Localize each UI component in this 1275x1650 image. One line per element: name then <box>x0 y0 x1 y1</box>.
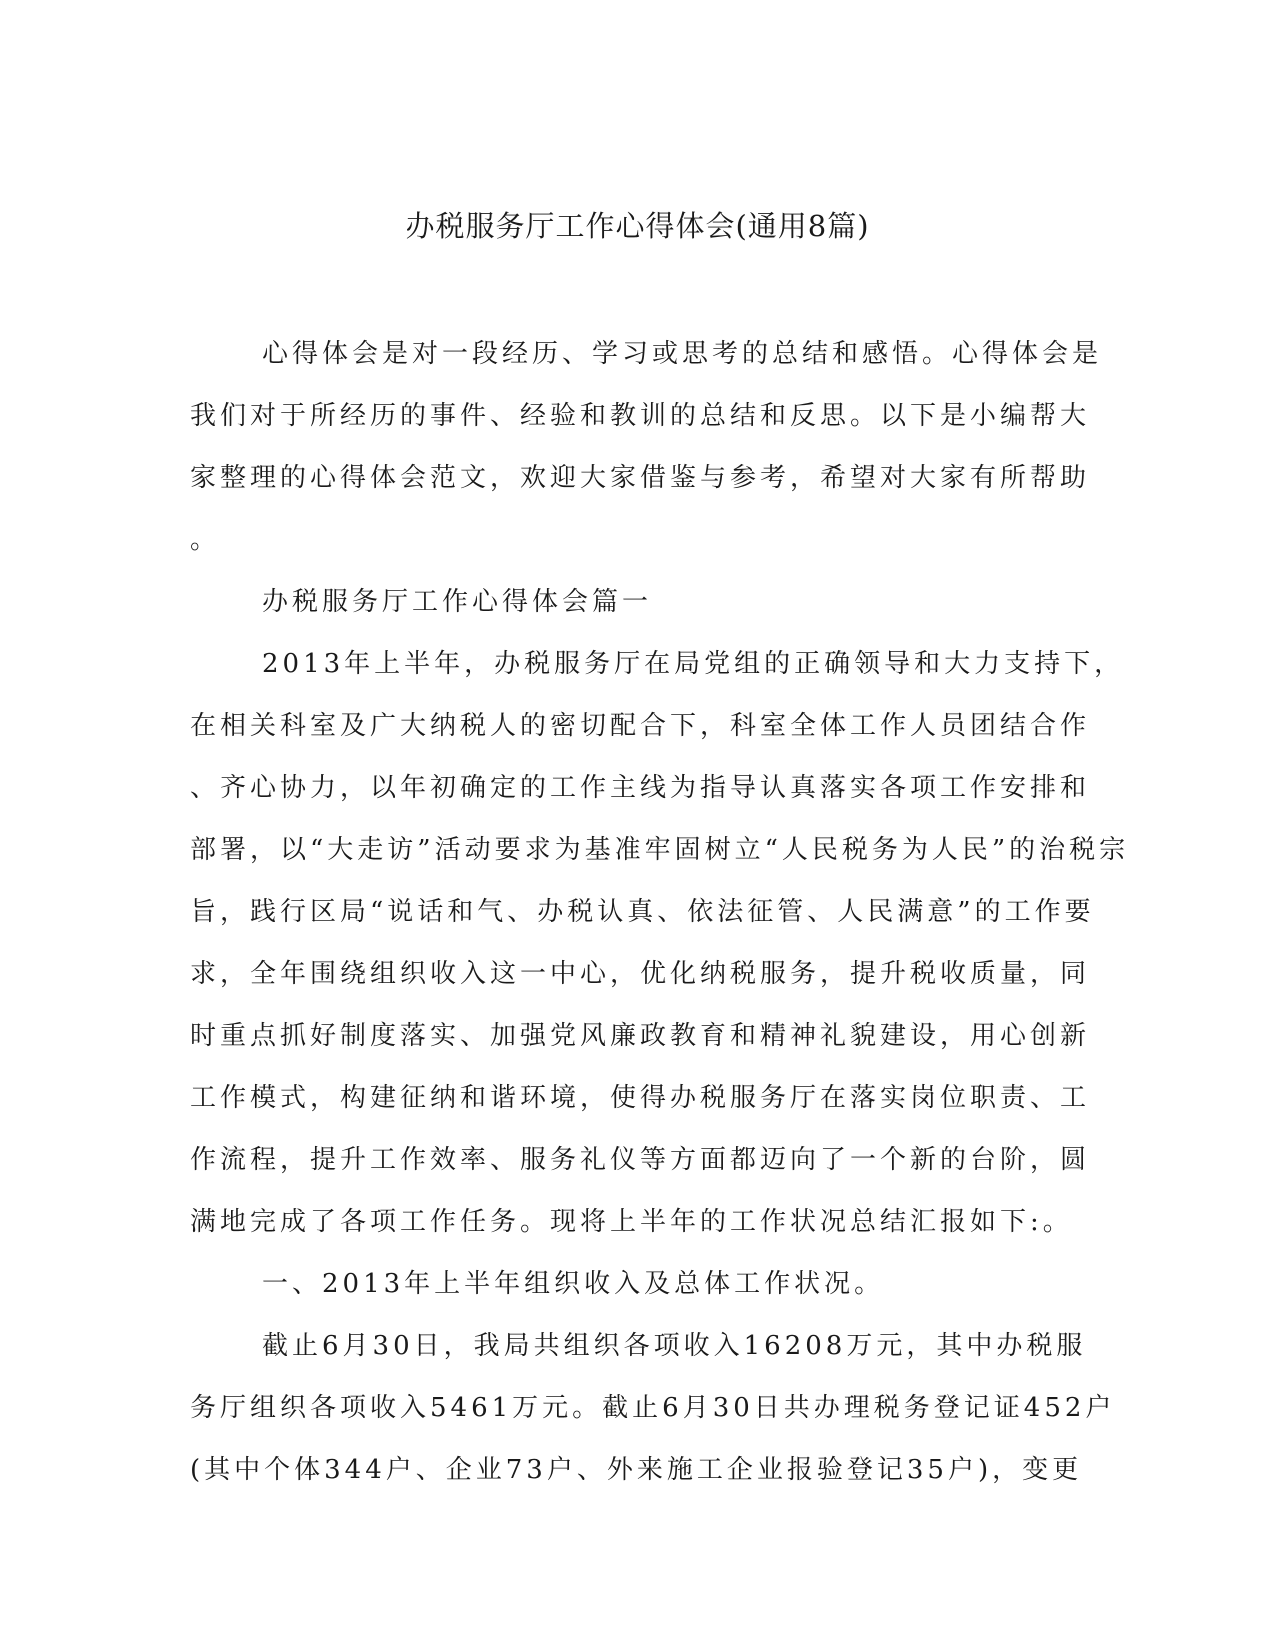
paragraph-line: 、齐心协力，以年初确定的工作主线为指导认真落实各项工作安排和 <box>190 773 1091 803</box>
paragraph-line: 家整理的心得体会范文，欢迎大家借鉴与参考，希望对大家有所帮助 <box>190 463 1091 493</box>
paragraph-line: 2013年上半年，办税服务厅在局党组的正确领导和大力支持下， <box>262 649 1125 679</box>
paragraph-line: 工作模式，构建征纳和谐环境，使得办税服务厅在落实岗位职责、工 <box>190 1083 1091 1113</box>
section-heading: 一、2013年上半年组织收入及总体工作状况。 <box>262 1269 885 1299</box>
paragraph-line: 务厅组织各项收入5461万元。截止6月30日共办理税务登记证452户 <box>190 1393 1116 1423</box>
paragraph-line: 求，全年围绕组织收入这一中心，优化纳税服务，提升税收质量，同 <box>190 959 1091 989</box>
document-title: 办税服务厅工作心得体会(通用8篇) <box>405 209 870 243</box>
paragraph-line: 满地完成了各项工作任务。现将上半年的工作状况总结汇报如下:。 <box>190 1207 1073 1237</box>
document-body <box>190 323 1130 1501</box>
paragraph-line: 作流程，提升工作效率、服务礼仪等方面都迈向了一个新的台阶，圆 <box>190 1145 1091 1175</box>
paragraph-line: 心得体会是对一段经历、学习或思考的总结和感悟。心得体会是 <box>262 339 1103 369</box>
paragraph-line: 。 <box>190 525 221 555</box>
paragraph-line: 在相关科室及广大纳税人的密切配合下，科室全体工作人员团结合作 <box>190 711 1091 741</box>
paragraph-line: 截止6月30日，我局共组织各项收入16208万元，其中办税服 <box>262 1331 1087 1361</box>
paragraph-line: (其中个体344户、企业73户、外来施工企业报验登记35户)，变更 <box>190 1455 1083 1485</box>
section-heading: 办税服务厅工作心得体会篇一 <box>262 587 653 617</box>
paragraph-line: 我们对于所经历的事件、经验和教训的总结和反思。以下是小编帮大 <box>190 401 1091 431</box>
paragraph-line: 旨，践行区局“说话和气、办税认真、依法征管、人民满意”的工作要 <box>190 897 1095 927</box>
paragraph-line: 部署，以“大走访”活动要求为基准牢固树立“人民税务为人民”的治税宗 <box>190 835 1130 865</box>
paragraph-line: 时重点抓好制度落实、加强党风廉政教育和精神礼貌建设，用心创新 <box>190 1021 1091 1051</box>
